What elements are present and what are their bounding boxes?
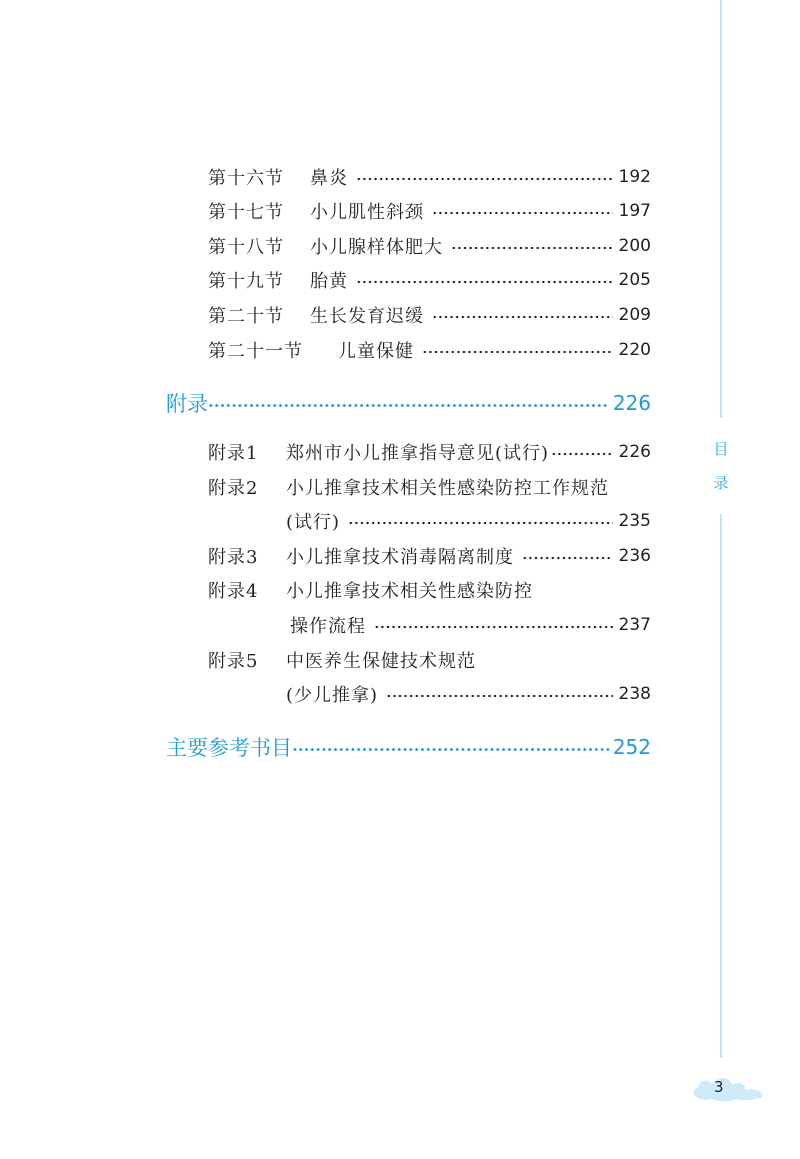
toc-section-number: 第十九节 <box>208 271 284 292</box>
toc-page: 205 <box>618 270 651 290</box>
toc-appendix-continuation[interactable] <box>286 504 651 538</box>
appendix-title: 中医养生保健技术规范 <box>286 651 476 672</box>
toc-entry[interactable] <box>208 333 651 367</box>
toc-title: 生长发育迟缓 <box>310 306 424 327</box>
appendix-label: 附录1 <box>208 443 259 464</box>
toc-leader <box>208 403 609 408</box>
toc-title: 小儿腺样体肥大 <box>310 237 443 258</box>
toc-leader <box>432 211 613 215</box>
appendix-title-continuation: 操作流程 <box>290 616 366 637</box>
appendix-title-continuation: (试行) <box>286 512 341 533</box>
toc-leader <box>551 452 613 456</box>
appendix-title: 郑州市小儿推拿指导意见(试行) <box>286 443 550 464</box>
toc-section-number: 第二十一节 <box>208 341 303 362</box>
toc-leader <box>522 556 613 560</box>
appendix-page: 226 <box>618 442 651 462</box>
toc-appendix-entry[interactable] <box>208 470 651 504</box>
toc-title: 小儿肌性斜颈 <box>310 202 424 223</box>
toc-leader <box>374 625 613 629</box>
toc-entry[interactable] <box>208 160 651 194</box>
toc-appendix-entry[interactable] <box>208 539 651 573</box>
toc-section-number: 第二十节 <box>208 306 284 327</box>
appendix-title: 小儿推拿技术消毒隔离制度 <box>286 547 514 568</box>
appendix-label: 附录3 <box>208 547 259 568</box>
toc-page: 200 <box>618 236 651 256</box>
toc-leader <box>356 280 613 284</box>
toc-section-number: 第十七节 <box>208 202 284 223</box>
appendix-label: 附录5 <box>208 651 259 672</box>
toc-appendix-entry[interactable] <box>208 573 651 607</box>
appendix-title-continuation: (少儿推拿) <box>286 685 379 706</box>
toc-page: 192 <box>618 167 651 187</box>
toc-page: 209 <box>618 305 651 325</box>
page-number-ornament <box>690 1068 770 1108</box>
toc-appendix-entry[interactable] <box>208 643 651 677</box>
appendix-heading-title: 附录 <box>166 392 208 416</box>
toc-leader <box>386 694 613 698</box>
appendix-heading-page: 226 <box>612 391 651 415</box>
toc-leader <box>292 747 609 752</box>
toc-page: 197 <box>618 201 651 221</box>
toc-title: 儿童保健 <box>338 341 414 362</box>
toc-entry[interactable] <box>208 194 651 228</box>
toc-title: 胎黄 <box>310 271 348 292</box>
appendix-title: 小儿推拿技术相关性感染防控工作规范 <box>286 478 609 499</box>
toc-section-number: 第十六节 <box>208 168 284 189</box>
toc-leader <box>356 177 613 181</box>
references-heading-title: 主要参考书目 <box>166 736 292 760</box>
side-tab <box>703 418 739 514</box>
toc-appendix-continuation[interactable] <box>290 608 651 642</box>
toc-appendix-entry[interactable] <box>208 435 651 469</box>
toc-entry[interactable] <box>208 298 651 332</box>
side-tab-char-2: 录 <box>713 474 729 492</box>
cloud-icon <box>690 1068 770 1108</box>
toc-section-number: 第十八节 <box>208 237 284 258</box>
appendix-page: 236 <box>618 546 651 566</box>
toc-title: 鼻炎 <box>310 168 348 189</box>
toc-appendix-heading[interactable] <box>166 383 651 423</box>
toc-leader <box>422 350 613 354</box>
toc-entry[interactable] <box>208 263 651 297</box>
toc-leader <box>348 521 613 525</box>
toc-appendix-continuation[interactable] <box>286 677 651 711</box>
side-tab-char-1: 目 <box>713 440 729 458</box>
side-rule <box>720 0 722 1058</box>
toc-leader <box>432 315 613 319</box>
references-heading-page: 252 <box>612 735 651 759</box>
appendix-label: 附录2 <box>208 478 259 499</box>
appendix-title: 小儿推拿技术相关性感染防控 <box>286 581 533 602</box>
toc-page: 220 <box>618 340 651 360</box>
appendix-page: 237 <box>618 615 651 635</box>
appendix-label: 附录4 <box>208 581 259 602</box>
appendix-page: 238 <box>618 684 651 704</box>
page-number: 3 <box>714 1078 724 1096</box>
toc-references-heading[interactable] <box>166 727 651 767</box>
appendix-page: 235 <box>618 511 651 531</box>
toc-entry[interactable] <box>208 229 651 263</box>
toc-leader <box>451 246 613 250</box>
